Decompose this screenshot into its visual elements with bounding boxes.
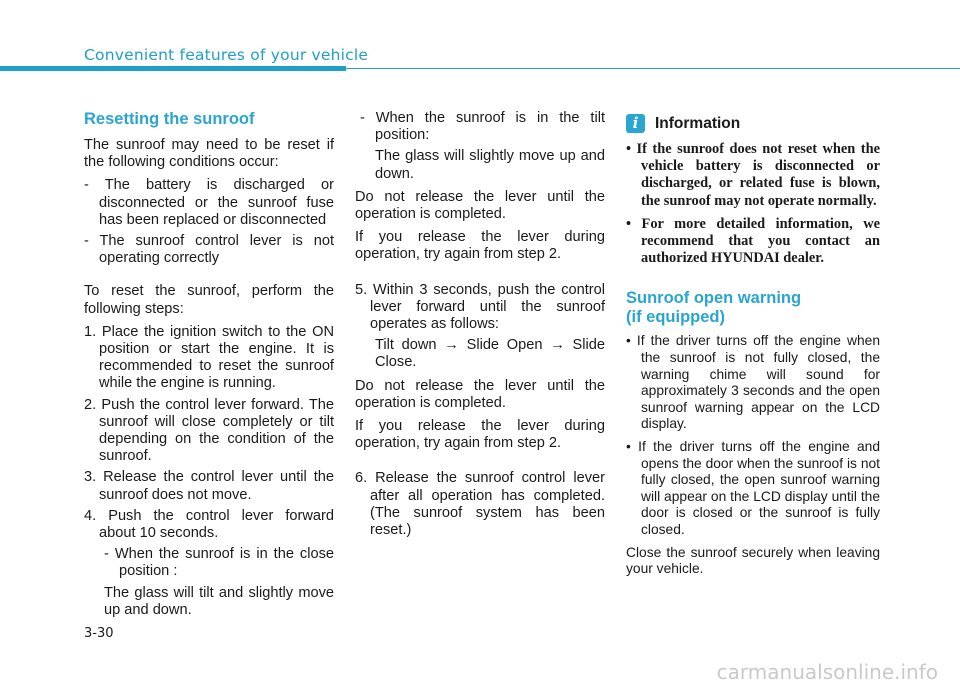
watermark: carmanualsonline.info — [716, 660, 938, 684]
retry-note: If you release the lever during operation, try again from step 2. — [355, 418, 605, 452]
step-item: 4. Push the control lever forward about 10 seconds. — [84, 507, 334, 542]
step-item: 2. Push the control lever forward. The sunroof will close completely or tilt depending on the condition of the sunroof. — [84, 396, 334, 465]
section-title: Convenient features of your vehicle — [84, 46, 369, 64]
sub-step-tilt-detail: The glass will slightly move up and down. — [375, 148, 605, 182]
condition-item: - The sunroof control lever is not operating correctly — [84, 233, 334, 267]
closing-note: Close the sunroof securely when leaving your vehicle. — [626, 544, 880, 577]
condition-item: - The battery is discharged or disconnected or the sunroof fuse has been replaced or disconnected — [84, 177, 334, 228]
column-3 — [626, 110, 880, 578]
release-note: Do not release the lever until the operation is completed. — [355, 377, 605, 411]
column-1 — [84, 110, 334, 625]
header-accent-bar — [0, 66, 346, 71]
step-item: 3. Release the control lever until the sunroof does not move. — [84, 469, 334, 503]
step-item: 1. Place the ignition switch to the ON position or start the engine. It is recommended to reset the sunroof while the engine is running. — [84, 323, 334, 392]
sub-step-tilt: - When the sunroof is in the tilt position: — [360, 110, 605, 144]
info-bullet: • For more detailed information, we recommend that you contact an authorized HYUNDAI dealer. — [626, 215, 880, 267]
header-rule — [346, 68, 960, 69]
release-note: Do not release the lever until the operation is completed. — [355, 188, 605, 223]
steps-intro: To reset the sunroof, perform the following steps: — [84, 283, 334, 317]
page-number: 3-30 — [84, 626, 114, 641]
warning-bullet: • If the driver turns off the engine when the sunroof is not fully closed, the warning chime will sound for approximately 3 seconds and the open sunroof warning appear on the LCD display. — [626, 333, 880, 432]
retry-note: If you release the lever during operation, try again from step 2. — [355, 229, 605, 263]
info-bullet: • If the sunroof does not reset when the vehicle battery is disconnected or discharged, or related fuse is blown, the sunroof may not operate normally. — [626, 141, 880, 209]
warning-bullet: • If the driver turns off the engine and opens the door when the sunroof is not fully closed, the open sunroof warning will appear on the LCD display until the door is closed or the sunroof is fully closed. — [626, 438, 880, 537]
step5-sequence: Tilt down → Slide Open → Slide Close. — [375, 337, 605, 371]
sub-step-close: - When the sunroof is in the close position : — [104, 546, 334, 580]
sub-step-close-detail: The glass will tilt and slightly move up and down. — [104, 584, 334, 618]
information-title: Information — [655, 114, 741, 132]
heading-line: Sunroof open warning — [626, 289, 802, 308]
intro-text: The sunroof may need to be reset if the following conditions occur: — [84, 137, 334, 171]
column-2 — [355, 110, 605, 543]
info-icon: i — [626, 114, 645, 133]
heading-resetting-sunroof: Resetting the sunroof — [84, 110, 255, 128]
step-item: 5. Within 3 seconds, push the control lever forward until the sunroof operates as follows: — [355, 281, 605, 333]
heading-sunroof-open-warning — [626, 289, 880, 327]
information-header — [626, 114, 880, 133]
step-item: 6. Release the sunroof control lever after all operation has completed. (The sunroof system has been reset.) — [355, 470, 605, 539]
heading-line: (if equipped) — [626, 308, 725, 327]
